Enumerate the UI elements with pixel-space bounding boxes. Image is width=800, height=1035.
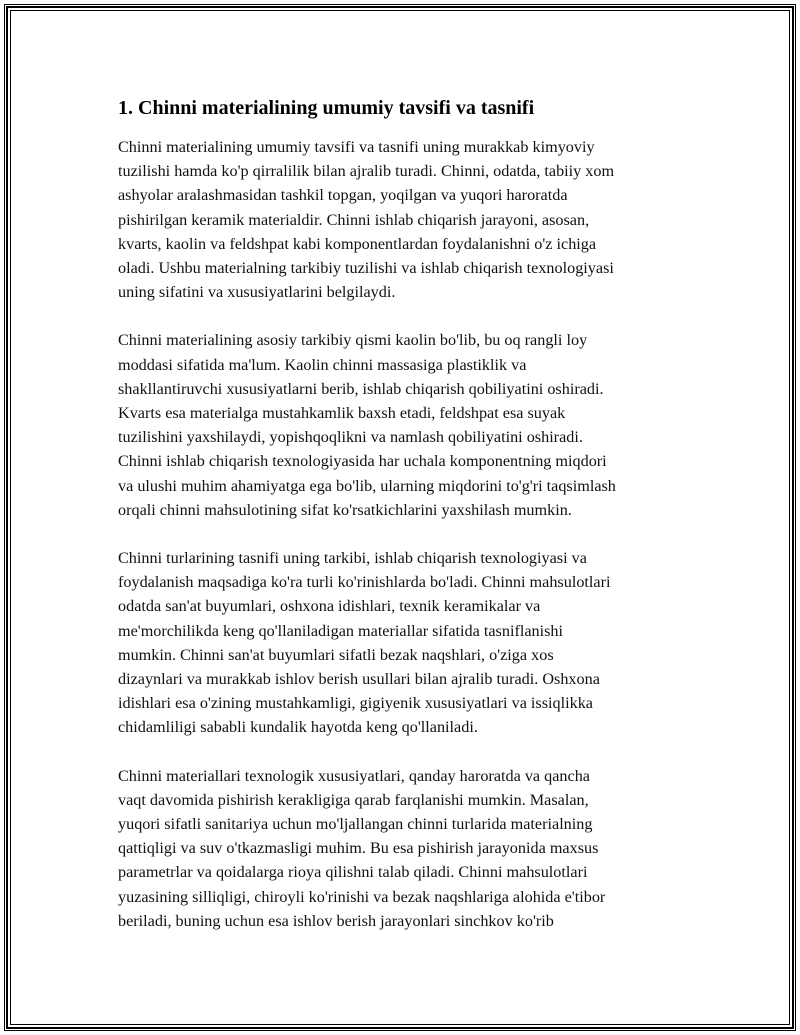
paragraph-line: idishlari esa o'zining mustahkamligi, gigiyenik xususiyatlari va issiqlikka (118, 694, 593, 713)
paragraph-line: ashyolar aralashmasidan tashkil topgan, yoqilgan va yuqori haroratda (118, 186, 568, 205)
paragraph-line: Chinni turlarining tasnifi uning tarkibi, ishlab chiqarish texnologiyasi va (118, 549, 587, 568)
paragraph-line: pishirilgan keramik materialdir. Chinni ishlab chiqarish jarayoni, asosan, (118, 210, 590, 229)
paragraph-line: me'morchilikda keng qo'llaniladigan materiallar sifatida tasniflanishi (118, 621, 564, 640)
paragraph-line: uning sifatini va xususiyatlarini belgilaydi. (118, 283, 396, 302)
paragraph-line: yuzasining silliqligi, chiroyli ko'rinishi va bezak naqshlariga alohida e'tibor (118, 887, 606, 906)
paragraph-line: Chinni materiallari texnologik xususiyatlari, qanday haroratda va qancha (118, 766, 590, 785)
paragraph-line: oladi. Ushbu materialning tarkibiy tuzilishi va ishlab chiqarish texnologiyasi (118, 259, 614, 278)
paragraph-line: mumkin. Chinni san'at buyumlari sifatli bezak naqshlari, o'ziga xos (118, 645, 554, 664)
paragraph-4 (118, 764, 690, 933)
paragraph-line: Chinni materialining umumiy tavsifi va tasnifi uning murakkab kimyoviy (118, 138, 595, 156)
paragraph-line: Kvarts esa materialga mustahkamlik baxsh etadi, feldshpat esa suyak (118, 404, 566, 423)
paragraph-line: odatda san'at buyumlari, oshxona idishlari, texnik keramikalar va (118, 597, 541, 616)
paragraph-line: Chinni materialining asosiy tarkibiy qismi kaolin bo'lib, bu oq rangli loy (118, 331, 588, 350)
paragraph-line: foydalanish maqsadiga ko'ra turli ko'rinishlarda bo'ladi. Chinni mahsulotlari (118, 573, 611, 592)
document-body (118, 95, 690, 957)
paragraph-line: va ulushi muhim ahamiyatga ega bo'lib, ularning miqdorini to'g'ri taqsimlash (118, 476, 616, 495)
paragraph-3 (118, 546, 690, 740)
paragraph-line: shakllantiruvchi xususiyatlarni berib, ishlab chiqarish qobiliyatini oshiradi. (118, 379, 604, 398)
paragraph-line: tuzilishini yaxshilaydi, yopishqoqlikni va namlash qobiliyatini oshiradi. (118, 428, 583, 447)
paragraph-line: yuqori sifatli sanitariya uchun mo'ljallangan chinni turlarida materialning (118, 815, 593, 834)
paragraph-1 (118, 135, 690, 304)
paragraph-line: parametrlar va qoidalarga rioya qilishni talab qiladi. Chinni mahsulotlari (118, 863, 588, 882)
paragraph-line: orqali chinni mahsulotining sifat ko'rsatkichlarini yaxshilash mumkin. (118, 500, 572, 519)
paragraph-line: beriladi, buning uchun esa ishlov berish jarayonlari sinchkov ko'rib (118, 911, 554, 930)
paragraph-line: tuzilishi hamda ko'p qirralilik bilan ajralib turadi. Chinni, odatda, tabiiy xom (118, 162, 615, 181)
paragraph-line: Chinni ishlab chiqarish texnologiyasida har uchala komponentning miqdori (118, 452, 607, 471)
paragraph-line: dizaynlari va murakkab ishlov berish usullari bilan ajralib turadi. Oshxona (118, 670, 600, 689)
section-heading: 1. Chinni materialining umumiy tavsifi va tasnifi (118, 97, 535, 119)
paragraph-line: qattiqligi va suv o'tkazmasligi muhim. Bu esa pishirish jarayonida maxsus (118, 839, 599, 858)
paragraph-2 (118, 328, 690, 522)
paragraph-line: vaqt davomida pishirish kerakligiga qarab farqlanishi mumkin. Masalan, (118, 790, 589, 809)
paragraph-line: moddasi sifatida ma'lum. Kaolin chinni massasiga plastiklik va (118, 355, 527, 374)
paragraph-line: chidamliligi sababli kundalik hayotda keng qo'llaniladi. (118, 718, 478, 737)
paragraph-line: kvarts, kaolin va feldshpat kabi komponentlardan foydalanishni o'z ichiga (118, 234, 597, 253)
